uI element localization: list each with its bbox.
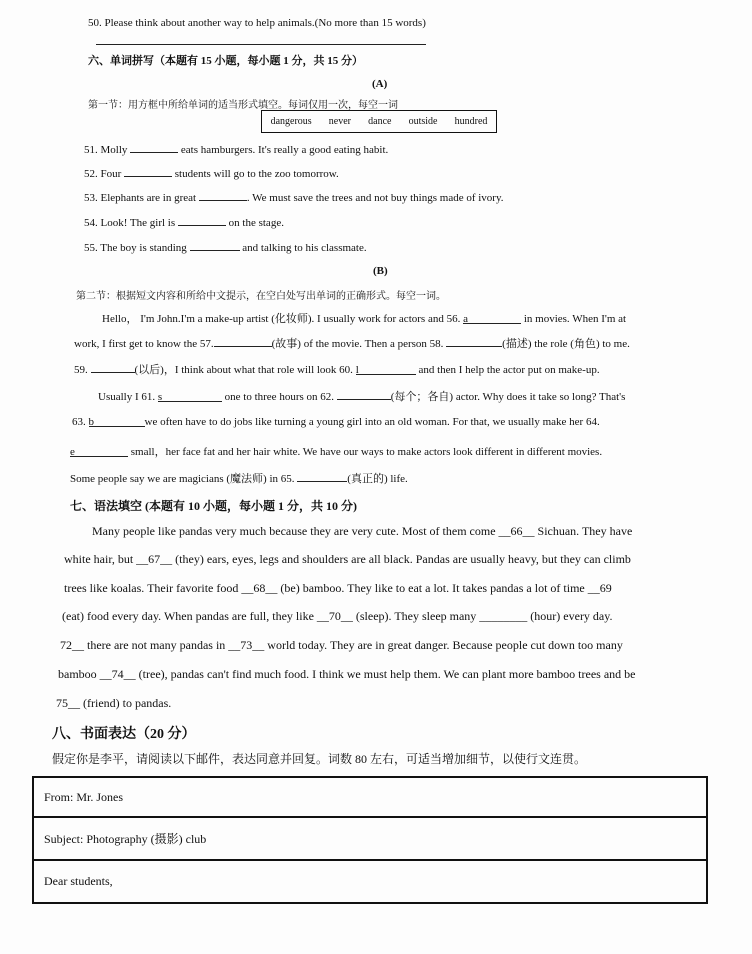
blank-58[interactable]: [446, 336, 502, 347]
question-50: 50. Please think about another way to help animals.(No more than 15 words): [88, 17, 426, 29]
part-a-label: (A): [372, 78, 388, 90]
blank-56[interactable]: a: [463, 313, 521, 324]
grammar-line-6: bamboo __74__ (tree), pandas can't find much food. I think we must help them. We can plant more bamboo trees and be: [58, 667, 636, 681]
word-box: [261, 110, 497, 133]
passage-b-line-5: 63. b we often have to do jobs like turning a young girl into an old woman. For that, we usually make her 64.: [72, 416, 600, 428]
blank-57[interactable]: [214, 336, 272, 347]
grammar-line-7: 75__ (friend) to pandas.: [56, 696, 172, 710]
blank-62[interactable]: [337, 389, 391, 400]
grammar-line-2: white hair, but __67__ (they) ears, eyes, legs and shoulders are all black. Pandas are usually heavy, but they can climb: [64, 552, 631, 566]
passage-b-line-2: work, I first get to know the 57. (故事) of the movie. Then a person 58. (描述) the role (角色) to me.: [74, 338, 630, 350]
grammar-line-5: 72__ there are not many pandas in __73__ world today. They are in great danger. Because people cut down too many: [60, 638, 623, 652]
blank-65[interactable]: [297, 471, 347, 482]
section-7-title: 七、语法填空 (本题有 10 小题，每小题 1 分，共 10 分): [70, 499, 357, 513]
question-53: 53. Elephants are in great . We must save the trees and not buy things made of ivory.: [84, 192, 504, 204]
email-subject-row: [32, 817, 708, 861]
passage-b-line-7: Some people say we are magicians (魔法师) in 65. (真正的) life.: [70, 473, 408, 485]
word-box-item: dangerous: [270, 116, 312, 127]
passage-b-line-1: Hello， I'm John.I'm a make-up artist (化妆师). I usually work for actors and 56. a in movies. When I'm at: [102, 313, 627, 325]
passage-b-line-3: 59. (以后)，I think about what that role will look 60. l and then I help the actor put on make-up.: [74, 364, 600, 376]
email-from-row: [32, 776, 708, 818]
blank-53[interactable]: [199, 190, 247, 201]
word-box-item: never: [328, 116, 352, 127]
word-box-item: hundred: [454, 116, 488, 127]
grammar-line-4: (eat) food every day. When pandas are full, they like __70__ (sleep). They sleep many ________ (hour) every day.: [62, 609, 613, 623]
word-box-item: outside: [408, 116, 438, 127]
question-54: 54. Look! The girl is on the stage.: [84, 217, 284, 229]
blank-64[interactable]: e: [70, 446, 128, 457]
question-52: 52. Four students will go to the zoo tomorrow.: [84, 168, 339, 180]
passage-b-line-4: Usually I 61. s one to three hours on 62. (每个；各自) actor. Why does it take so long? That's: [98, 391, 626, 403]
blank-55[interactable]: [190, 240, 240, 251]
blank-60[interactable]: l: [356, 364, 416, 375]
word-box-item: dance: [368, 116, 392, 127]
answer-line-50[interactable]: [96, 44, 426, 45]
part-a-instruction: 第一节：用方框中所给单词的适当形式填空。每词仅用一次，每空一词: [88, 100, 398, 111]
blank-59[interactable]: [91, 362, 135, 373]
passage-b-line-6: e small，her face fat and her hair white. We have our ways to make actors look different in different movies.: [70, 446, 603, 458]
blank-63[interactable]: b: [89, 416, 145, 427]
part-b-instruction: 第二节：根据短文内容和所给中文提示，在空白处写出单词的正确形式。每空一词。: [76, 291, 446, 302]
section-8-instruction: 假定你是李平，请阅读以下邮件，表达同意并回复。词数 80 左右，可适当增加细节，以使行文连贯。: [52, 752, 587, 766]
part-b-label: (B): [373, 265, 388, 277]
email-subject: Subject: Photography (摄影) club: [44, 831, 207, 846]
section-8-title: 八、书面表达（20 分）: [52, 727, 196, 742]
email-from: From: Mr. Jones: [44, 789, 124, 804]
question-51: 51. Molly eats hamburgers. It's really a good eating habit.: [84, 144, 389, 156]
blank-61[interactable]: s: [158, 391, 222, 402]
grammar-line-3: trees like koalas. Their favorite food __68__ (be) bamboo. They like to eat a lot. It takes pandas a lot of time __69: [64, 581, 612, 595]
email-body-row: [32, 859, 708, 904]
question-55: 55. The boy is standing and talking to his classmate.: [84, 242, 367, 254]
email-greeting: Dear students,: [44, 873, 113, 888]
blank-54[interactable]: [178, 215, 226, 226]
blank-51[interactable]: [130, 142, 178, 153]
grammar-line-1: Many people like pandas very much because they are very cute. Most of them come __66__ Sichuan. They have: [92, 524, 633, 538]
blank-52[interactable]: [124, 166, 172, 177]
section-6-title: 六、单词拼写（本题有 15 小题，每小题 1 分，共 15 分）: [88, 55, 363, 67]
